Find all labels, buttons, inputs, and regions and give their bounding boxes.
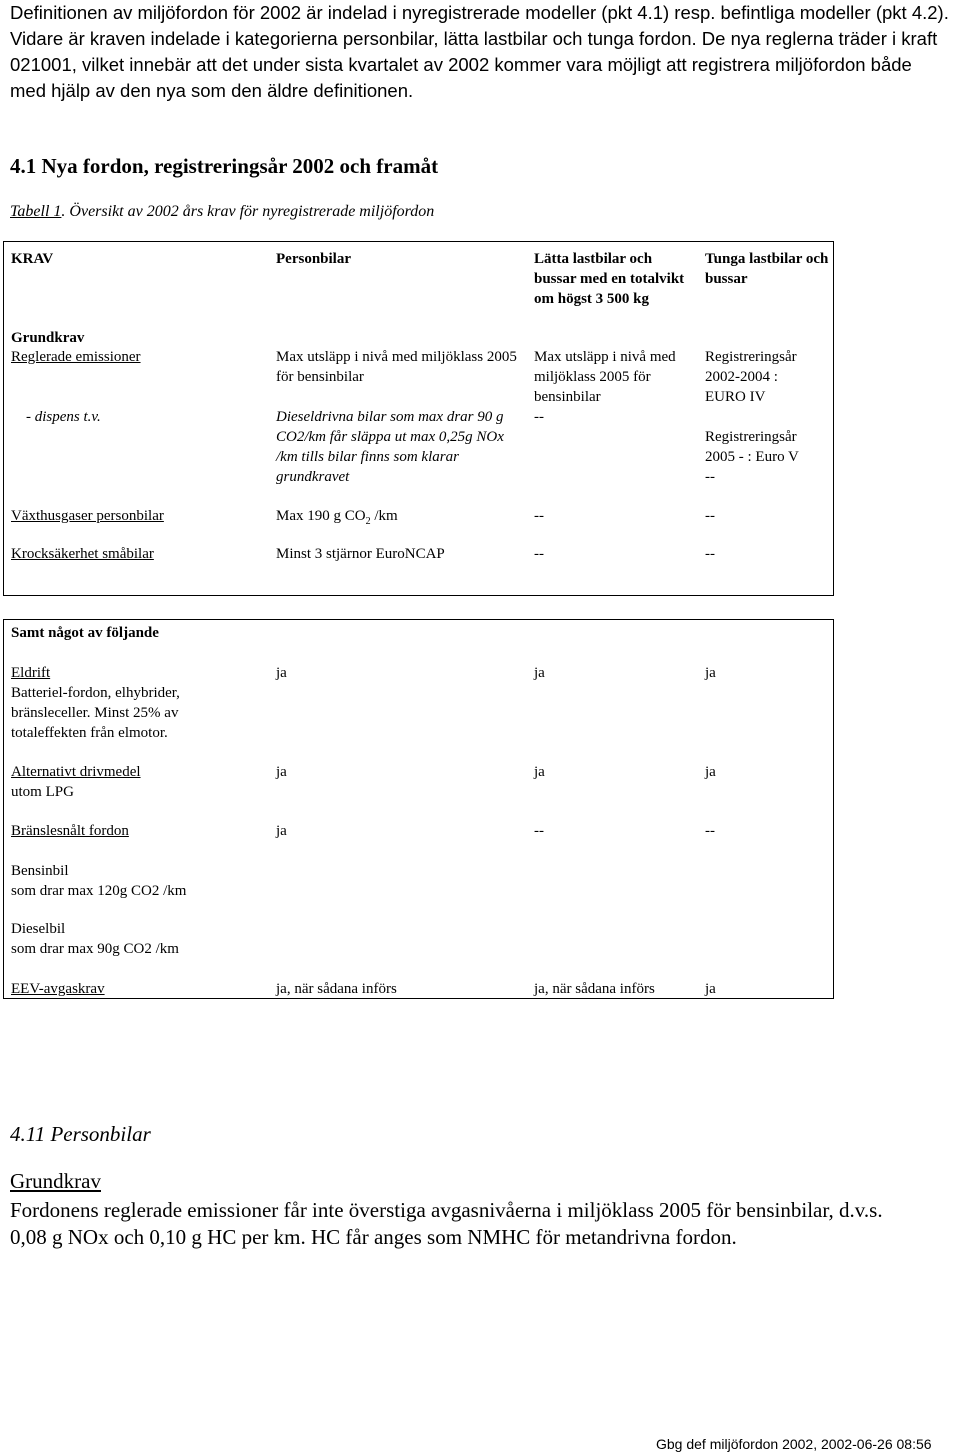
reglerade-emissioner-personbilar: Max utsläpp i nivå med miljöklass 2005 för bensinbilar — [276, 349, 517, 385]
vaxthusgaser-label: Växthusgaser personbilar — [11, 508, 164, 524]
section-411-text: Fordonens reglerade emissioner får inte överstiga avgasnivåerna i miljöklass 2005 för bensinbilar, d.v.s. 0,08 g NOx och 0,10 g HC per km. HC får anges som NMHC för metandrivna fordon. — [10, 1198, 883, 1249]
dispens-personbilar: Dieseldrivna bilar som max drar 90 g CO2/km får släppa ut max 0,25g NOx /km tills bilar finns som klarar grundkravet — [276, 409, 504, 485]
vaxthusgaser-tunga: -- — [705, 508, 715, 524]
alternativt-drivmedel-desc: utom LPG — [11, 784, 74, 800]
eldrift-latta: ja — [534, 665, 545, 681]
vaxthusgaser-personbilar — [276, 506, 398, 532]
header-latta-lastbilar: Lätta lastbilar och bussar med en totalvikt om högst 3 500 kg — [534, 251, 685, 307]
krocksakerhet-tunga: -- — [705, 546, 715, 562]
bensinbil-desc: som drar max 120g CO2 /km — [11, 883, 187, 899]
alternativt-drivmedel-latta: ja — [534, 764, 545, 780]
section-411-subheading: Grundkrav — [10, 1169, 101, 1193]
eldrift-label: Eldrift — [11, 665, 51, 681]
alternativt-drivmedel-tunga: ja — [705, 764, 716, 780]
co2-text: Max 190 g CO — [276, 508, 366, 524]
reglerade-emissioner-label: Reglerade emissioner — [11, 349, 141, 365]
co2-unit: /km — [370, 508, 398, 524]
eldrift-personbilar: ja — [276, 665, 287, 681]
branslesnalt-personbilar: ja — [276, 823, 287, 839]
eev-tunga: ja — [705, 981, 716, 997]
page-footer: Gbg def miljöfordon 2002, 2002-06-26 08:56 — [656, 1436, 932, 1452]
optional-requirements-table — [3, 619, 834, 999]
samt-heading: Samt något av följande — [11, 625, 159, 641]
bensinbil-label: Bensinbil — [11, 863, 69, 879]
header-tunga-lastbilar: Tunga lastbilar och bussar — [705, 251, 829, 287]
eev-latta: ja, när sådana införs — [534, 981, 655, 997]
branslesnalt-latta: -- — [534, 823, 544, 839]
section-heading: 4.1 Nya fordon, registreringsår 2002 och framåt — [10, 154, 439, 178]
table-caption-text: . Översikt av 2002 års krav för nyregistrerade miljöfordon — [61, 203, 435, 220]
dispens-latta: -- — [534, 409, 544, 425]
dieselbil-label: Dieselbil — [11, 921, 66, 937]
dispens-tunga: Registreringsår 2005 - : Euro V — [705, 429, 799, 465]
reglerade-emissioner-tunga: Registreringsår 2002-2004 : EURO IV — [705, 349, 797, 405]
eldrift-tunga: ja — [705, 665, 716, 681]
header-personbilar: Personbilar — [276, 251, 351, 267]
dieselbil-desc: som drar max 90g CO2 /km — [11, 941, 179, 957]
table-caption-label: Tabell 1 — [10, 203, 62, 220]
co2-subscript: 2 — [365, 516, 371, 527]
requirements-table — [3, 241, 834, 596]
branslesnalt-label: Bränslesnålt fordon — [11, 823, 129, 839]
table-caption — [10, 203, 434, 221]
eev-personbilar: ja, när sådana införs — [276, 981, 397, 997]
header-krav: KRAV — [11, 251, 54, 267]
reglerade-emissioner-latta: Max utsläpp i nivå med miljöklass 2005 för bensinbilar — [534, 349, 676, 405]
vaxthusgaser-latta: -- — [534, 508, 544, 524]
eldrift-desc: Batteriel-fordon, elhybrider, bränsleceller. Minst 25% av totaleffekten från elmotor. — [11, 685, 180, 741]
grundkrav-label: Grundkrav — [11, 330, 85, 346]
intro-paragraph — [10, 0, 950, 104]
krocksakerhet-label: Krocksäkerhet småbilar — [11, 546, 154, 562]
krocksakerhet-personbilar: Minst 3 stjärnor EuroNCAP — [276, 546, 445, 562]
krocksakerhet-latta: -- — [534, 546, 544, 562]
alternativt-drivmedel-personbilar: ja — [276, 764, 287, 780]
alternativt-drivmedel-label: Alternativt drivmedel — [11, 764, 141, 780]
eev-label: EEV-avgaskrav — [11, 981, 105, 997]
branslesnalt-tunga: -- — [705, 823, 715, 839]
section-411-heading: 4.11 Personbilar — [10, 1122, 151, 1146]
dispens-label: - dispens t.v. — [26, 409, 101, 425]
intro-text: Definitionen av miljöfordon för 2002 är indelad i nyregistrerade modeller (pkt 4.1) resp. befintliga modeller (pkt 4.2). Vidare är kraven indelade i kategorierna personbilar, lätta lastbilar och tunga fordon. De nya reglerna träder i kraft 021001, vilket innebär att det under sista kvartalet av 2002 kommer vara möjligt att registrera miljöfordon både med hjälp av den nya som den äldre definitionen. — [10, 2, 949, 101]
dispens-tunga-dash: -- — [705, 469, 715, 485]
